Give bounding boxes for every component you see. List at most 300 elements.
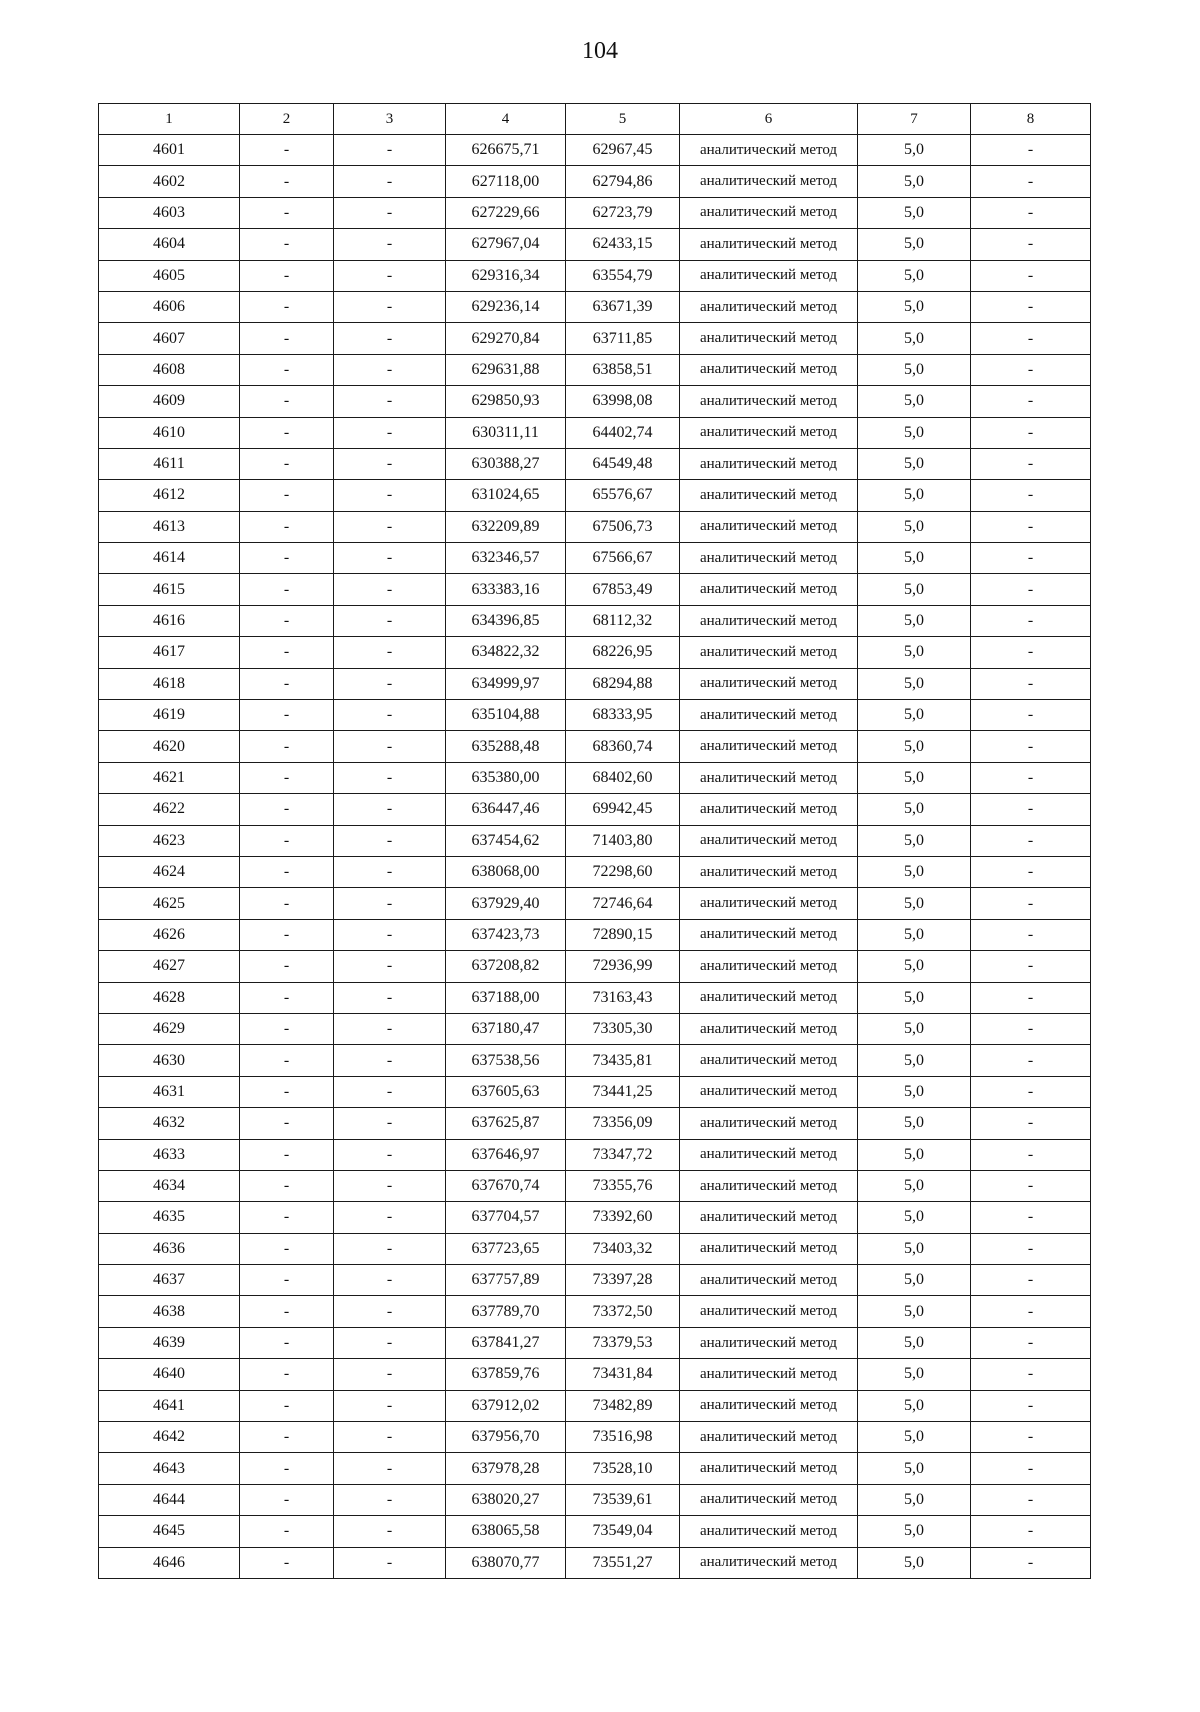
col-3-value-cell: - [334, 135, 446, 166]
method-cell: аналитический метод [680, 1453, 858, 1484]
col-2-value-cell: - [240, 1484, 334, 1515]
coord-x-cell: 637188,00 [446, 982, 566, 1013]
col-3-value-cell: - [334, 668, 446, 699]
col-2-value-cell: - [240, 731, 334, 762]
table-row [99, 919, 1091, 950]
coord-y-cell: 71403,80 [566, 825, 680, 856]
point-number-cell: 4603 [99, 197, 240, 228]
col-2-value-cell: - [240, 260, 334, 291]
col-2-value-cell: - [240, 1359, 334, 1390]
point-number-cell: 4607 [99, 323, 240, 354]
col-2-value-cell: - [240, 543, 334, 574]
point-number-cell: 4642 [99, 1422, 240, 1453]
point-number-cell: 4616 [99, 605, 240, 636]
col-2-value-cell: - [240, 448, 334, 479]
accuracy-cell: 5,0 [858, 919, 971, 950]
coord-y-cell: 73392,60 [566, 1202, 680, 1233]
accuracy-cell: 5,0 [858, 386, 971, 417]
col-3-value-cell: - [334, 1013, 446, 1044]
col-3-value-cell: - [334, 794, 446, 825]
coord-x-cell: 637454,62 [446, 825, 566, 856]
column-header-7: 7 [858, 104, 971, 135]
coord-y-cell: 63671,39 [566, 291, 680, 322]
coord-y-cell: 73528,10 [566, 1453, 680, 1484]
coord-y-cell: 63998,08 [566, 386, 680, 417]
col-3-value-cell: - [334, 825, 446, 856]
col-8-value-cell: - [971, 1265, 1091, 1296]
col-3-value-cell: - [334, 291, 446, 322]
method-cell: аналитический метод [680, 1359, 858, 1390]
method-cell: аналитический метод [680, 1202, 858, 1233]
method-cell: аналитический метод [680, 794, 858, 825]
table-row [99, 951, 1091, 982]
coord-y-cell: 63554,79 [566, 260, 680, 291]
col-2-value-cell: - [240, 951, 334, 982]
col-2-value-cell: - [240, 197, 334, 228]
col-8-value-cell: - [971, 480, 1091, 511]
coord-x-cell: 631024,65 [446, 480, 566, 511]
col-8-value-cell: - [971, 637, 1091, 668]
accuracy-cell: 5,0 [858, 323, 971, 354]
method-cell: аналитический метод [680, 982, 858, 1013]
coord-x-cell: 627229,66 [446, 197, 566, 228]
point-number-cell: 4621 [99, 762, 240, 793]
col-8-value-cell: - [971, 1422, 1091, 1453]
coord-x-cell: 637605,63 [446, 1076, 566, 1107]
method-cell: аналитический метод [680, 1045, 858, 1076]
coord-x-cell: 637956,70 [446, 1422, 566, 1453]
coord-x-cell: 638020,27 [446, 1484, 566, 1515]
coord-x-cell: 632346,57 [446, 543, 566, 574]
accuracy-cell: 5,0 [858, 448, 971, 479]
point-number-cell: 4646 [99, 1547, 240, 1578]
coord-y-cell: 68226,95 [566, 637, 680, 668]
point-number-cell: 4638 [99, 1296, 240, 1327]
method-cell: аналитический метод [680, 480, 858, 511]
point-number-cell: 4605 [99, 260, 240, 291]
col-3-value-cell: - [334, 1233, 446, 1264]
coord-x-cell: 634999,97 [446, 668, 566, 699]
col-8-value-cell: - [971, 700, 1091, 731]
method-cell: аналитический метод [680, 354, 858, 385]
col-8-value-cell: - [971, 1484, 1091, 1515]
accuracy-cell: 5,0 [858, 951, 971, 982]
col-8-value-cell: - [971, 762, 1091, 793]
coord-y-cell: 73539,61 [566, 1484, 680, 1515]
point-number-cell: 4614 [99, 543, 240, 574]
accuracy-cell: 5,0 [858, 1390, 971, 1421]
coord-y-cell: 65576,67 [566, 480, 680, 511]
coord-x-cell: 629316,34 [446, 260, 566, 291]
coord-y-cell: 63711,85 [566, 323, 680, 354]
table-row [99, 1108, 1091, 1139]
method-cell: аналитический метод [680, 1170, 858, 1201]
col-8-value-cell: - [971, 291, 1091, 322]
point-number-cell: 4606 [99, 291, 240, 322]
coord-x-cell: 635104,88 [446, 700, 566, 731]
col-3-value-cell: - [334, 637, 446, 668]
point-number-cell: 4613 [99, 511, 240, 542]
coord-y-cell: 73549,04 [566, 1516, 680, 1547]
coord-x-cell: 633383,16 [446, 574, 566, 605]
point-number-cell: 4628 [99, 982, 240, 1013]
col-3-value-cell: - [334, 1202, 446, 1233]
accuracy-cell: 5,0 [858, 1265, 971, 1296]
accuracy-cell: 5,0 [858, 888, 971, 919]
coord-x-cell: 629631,88 [446, 354, 566, 385]
col-2-value-cell: - [240, 1516, 334, 1547]
coord-y-cell: 73435,81 [566, 1045, 680, 1076]
coord-y-cell: 68360,74 [566, 731, 680, 762]
table-row [99, 1516, 1091, 1547]
coord-y-cell: 73305,30 [566, 1013, 680, 1044]
method-cell: аналитический метод [680, 888, 858, 919]
accuracy-cell: 5,0 [858, 700, 971, 731]
point-number-cell: 4609 [99, 386, 240, 417]
column-header-4: 4 [446, 104, 566, 135]
point-number-cell: 4612 [99, 480, 240, 511]
col-2-value-cell: - [240, 1108, 334, 1139]
table-row [99, 1202, 1091, 1233]
coord-x-cell: 635288,48 [446, 731, 566, 762]
point-number-cell: 4643 [99, 1453, 240, 1484]
method-cell: аналитический метод [680, 229, 858, 260]
point-number-cell: 4641 [99, 1390, 240, 1421]
col-8-value-cell: - [971, 794, 1091, 825]
coord-x-cell: 637423,73 [446, 919, 566, 950]
col-2-value-cell: - [240, 1170, 334, 1201]
col-3-value-cell: - [334, 417, 446, 448]
point-number-cell: 4615 [99, 574, 240, 605]
coord-x-cell: 627967,04 [446, 229, 566, 260]
table-row [99, 1233, 1091, 1264]
col-3-value-cell: - [334, 1139, 446, 1170]
point-number-cell: 4637 [99, 1265, 240, 1296]
col-8-value-cell: - [971, 1516, 1091, 1547]
accuracy-cell: 5,0 [858, 229, 971, 260]
coord-y-cell: 62967,45 [566, 135, 680, 166]
table-row [99, 1076, 1091, 1107]
method-cell: аналитический метод [680, 1139, 858, 1170]
col-3-value-cell: - [334, 731, 446, 762]
point-number-cell: 4608 [99, 354, 240, 385]
table-row [99, 1359, 1091, 1390]
table-row [99, 605, 1091, 636]
method-cell: аналитический метод [680, 919, 858, 950]
col-3-value-cell: - [334, 1547, 446, 1578]
table-row [99, 794, 1091, 825]
coord-y-cell: 67506,73 [566, 511, 680, 542]
col-8-value-cell: - [971, 543, 1091, 574]
coord-x-cell: 637208,82 [446, 951, 566, 982]
col-8-value-cell: - [971, 417, 1091, 448]
col-8-value-cell: - [971, 1327, 1091, 1358]
accuracy-cell: 5,0 [858, 605, 971, 636]
accuracy-cell: 5,0 [858, 982, 971, 1013]
coord-x-cell: 629236,14 [446, 291, 566, 322]
method-cell: аналитический метод [680, 762, 858, 793]
accuracy-cell: 5,0 [858, 731, 971, 762]
coord-x-cell: 638070,77 [446, 1547, 566, 1578]
method-cell: аналитический метод [680, 386, 858, 417]
point-number-cell: 4618 [99, 668, 240, 699]
coord-x-cell: 637704,57 [446, 1202, 566, 1233]
column-header-1: 1 [99, 104, 240, 135]
method-cell: аналитический метод [680, 668, 858, 699]
coord-x-cell: 637859,76 [446, 1359, 566, 1390]
table-row [99, 1013, 1091, 1044]
accuracy-cell: 5,0 [858, 354, 971, 385]
col-8-value-cell: - [971, 1170, 1091, 1201]
method-cell: аналитический метод [680, 543, 858, 574]
accuracy-cell: 5,0 [858, 1202, 971, 1233]
col-8-value-cell: - [971, 448, 1091, 479]
col-3-value-cell: - [334, 1484, 446, 1515]
table-row [99, 700, 1091, 731]
point-number-cell: 4611 [99, 448, 240, 479]
coord-x-cell: 637670,74 [446, 1170, 566, 1201]
table-row [99, 448, 1091, 479]
accuracy-cell: 5,0 [858, 637, 971, 668]
col-2-value-cell: - [240, 888, 334, 919]
col-2-value-cell: - [240, 700, 334, 731]
table-row [99, 260, 1091, 291]
method-cell: аналитический метод [680, 1233, 858, 1264]
col-2-value-cell: - [240, 794, 334, 825]
col-8-value-cell: - [971, 605, 1091, 636]
coord-y-cell: 62433,15 [566, 229, 680, 260]
coord-x-cell: 626675,71 [446, 135, 566, 166]
point-number-cell: 4620 [99, 731, 240, 762]
coord-y-cell: 73355,76 [566, 1170, 680, 1201]
col-3-value-cell: - [334, 700, 446, 731]
table-row [99, 668, 1091, 699]
coord-y-cell: 73482,89 [566, 1390, 680, 1421]
coord-x-cell: 637912,02 [446, 1390, 566, 1421]
coord-y-cell: 73372,50 [566, 1296, 680, 1327]
coord-x-cell: 627118,00 [446, 166, 566, 197]
method-cell: аналитический метод [680, 700, 858, 731]
accuracy-cell: 5,0 [858, 1233, 971, 1264]
col-8-value-cell: - [971, 1202, 1091, 1233]
col-2-value-cell: - [240, 919, 334, 950]
method-cell: аналитический метод [680, 135, 858, 166]
coord-y-cell: 73347,72 [566, 1139, 680, 1170]
col-8-value-cell: - [971, 1108, 1091, 1139]
col-8-value-cell: - [971, 919, 1091, 950]
col-2-value-cell: - [240, 480, 334, 511]
method-cell: аналитический метод [680, 1327, 858, 1358]
table-row [99, 1390, 1091, 1421]
table-row [99, 1484, 1091, 1515]
method-cell: аналитический метод [680, 291, 858, 322]
point-number-cell: 4633 [99, 1139, 240, 1170]
col-3-value-cell: - [334, 951, 446, 982]
method-cell: аналитический метод [680, 637, 858, 668]
col-3-value-cell: - [334, 229, 446, 260]
point-number-cell: 4623 [99, 825, 240, 856]
col-8-value-cell: - [971, 1453, 1091, 1484]
point-number-cell: 4625 [99, 888, 240, 919]
point-number-cell: 4634 [99, 1170, 240, 1201]
method-cell: аналитический метод [680, 605, 858, 636]
method-cell: аналитический метод [680, 323, 858, 354]
coord-x-cell: 637180,47 [446, 1013, 566, 1044]
table-row [99, 731, 1091, 762]
col-3-value-cell: - [334, 605, 446, 636]
col-3-value-cell: - [334, 197, 446, 228]
table-row [99, 1139, 1091, 1170]
col-2-value-cell: - [240, 1233, 334, 1264]
table-row [99, 417, 1091, 448]
table-body [99, 135, 1091, 1579]
coord-x-cell: 637841,27 [446, 1327, 566, 1358]
col-3-value-cell: - [334, 543, 446, 574]
table-row [99, 1170, 1091, 1201]
col-2-value-cell: - [240, 135, 334, 166]
table-row [99, 1296, 1091, 1327]
point-number-cell: 4629 [99, 1013, 240, 1044]
col-8-value-cell: - [971, 1013, 1091, 1044]
accuracy-cell: 5,0 [858, 260, 971, 291]
col-3-value-cell: - [334, 166, 446, 197]
table-row [99, 1045, 1091, 1076]
method-cell: аналитический метод [680, 825, 858, 856]
method-cell: аналитический метод [680, 1390, 858, 1421]
accuracy-cell: 5,0 [858, 511, 971, 542]
col-8-value-cell: - [971, 951, 1091, 982]
table-row [99, 825, 1091, 856]
method-cell: аналитический метод [680, 1422, 858, 1453]
coord-y-cell: 73441,25 [566, 1076, 680, 1107]
table-row [99, 637, 1091, 668]
accuracy-cell: 5,0 [858, 1327, 971, 1358]
coord-x-cell: 632209,89 [446, 511, 566, 542]
col-2-value-cell: - [240, 1296, 334, 1327]
coord-y-cell: 72746,64 [566, 888, 680, 919]
col-8-value-cell: - [971, 166, 1091, 197]
col-8-value-cell: - [971, 1045, 1091, 1076]
method-cell: аналитический метод [680, 1547, 858, 1578]
col-3-value-cell: - [334, 354, 446, 385]
column-header-2: 2 [240, 104, 334, 135]
accuracy-cell: 5,0 [858, 543, 971, 574]
coord-x-cell: 637978,28 [446, 1453, 566, 1484]
col-3-value-cell: - [334, 448, 446, 479]
coord-y-cell: 73163,43 [566, 982, 680, 1013]
col-2-value-cell: - [240, 511, 334, 542]
point-number-cell: 4610 [99, 417, 240, 448]
coord-y-cell: 73431,84 [566, 1359, 680, 1390]
col-2-value-cell: - [240, 1265, 334, 1296]
coord-y-cell: 72890,15 [566, 919, 680, 950]
point-number-cell: 4622 [99, 794, 240, 825]
coord-y-cell: 68333,95 [566, 700, 680, 731]
col-8-value-cell: - [971, 1076, 1091, 1107]
point-number-cell: 4630 [99, 1045, 240, 1076]
method-cell: аналитический метод [680, 1296, 858, 1327]
header-row [99, 104, 1091, 135]
col-3-value-cell: - [334, 1359, 446, 1390]
accuracy-cell: 5,0 [858, 480, 971, 511]
method-cell: аналитический метод [680, 448, 858, 479]
table-row [99, 1422, 1091, 1453]
col-2-value-cell: - [240, 982, 334, 1013]
col-2-value-cell: - [240, 291, 334, 322]
accuracy-cell: 5,0 [858, 197, 971, 228]
accuracy-cell: 5,0 [858, 1453, 971, 1484]
accuracy-cell: 5,0 [858, 1296, 971, 1327]
col-8-value-cell: - [971, 229, 1091, 260]
col-2-value-cell: - [240, 1422, 334, 1453]
col-2-value-cell: - [240, 1202, 334, 1233]
col-2-value-cell: - [240, 417, 334, 448]
table-row [99, 762, 1091, 793]
col-3-value-cell: - [334, 480, 446, 511]
coord-x-cell: 637538,56 [446, 1045, 566, 1076]
point-number-cell: 4631 [99, 1076, 240, 1107]
accuracy-cell: 5,0 [858, 135, 971, 166]
method-cell: аналитический метод [680, 1516, 858, 1547]
col-2-value-cell: - [240, 605, 334, 636]
col-2-value-cell: - [240, 1139, 334, 1170]
coord-y-cell: 73397,28 [566, 1265, 680, 1296]
col-3-value-cell: - [334, 1390, 446, 1421]
accuracy-cell: 5,0 [858, 762, 971, 793]
coord-x-cell: 630388,27 [446, 448, 566, 479]
table-row [99, 354, 1091, 385]
col-2-value-cell: - [240, 1076, 334, 1107]
method-cell: аналитический метод [680, 511, 858, 542]
table-row [99, 1453, 1091, 1484]
col-2-value-cell: - [240, 354, 334, 385]
col-3-value-cell: - [334, 1296, 446, 1327]
col-3-value-cell: - [334, 1045, 446, 1076]
coord-y-cell: 62794,86 [566, 166, 680, 197]
method-cell: аналитический метод [680, 731, 858, 762]
coord-y-cell: 62723,79 [566, 197, 680, 228]
accuracy-cell: 5,0 [858, 1045, 971, 1076]
col-2-value-cell: - [240, 574, 334, 605]
coord-y-cell: 73551,27 [566, 1547, 680, 1578]
point-number-cell: 4640 [99, 1359, 240, 1390]
coord-x-cell: 634822,32 [446, 637, 566, 668]
method-cell: аналитический метод [680, 1013, 858, 1044]
col-2-value-cell: - [240, 856, 334, 887]
table-row [99, 574, 1091, 605]
col-8-value-cell: - [971, 825, 1091, 856]
column-header-6: 6 [680, 104, 858, 135]
coord-y-cell: 73516,98 [566, 1422, 680, 1453]
point-number-cell: 4644 [99, 1484, 240, 1515]
table-row [99, 888, 1091, 919]
coord-x-cell: 629850,93 [446, 386, 566, 417]
col-2-value-cell: - [240, 166, 334, 197]
col-3-value-cell: - [334, 1076, 446, 1107]
coord-x-cell: 637646,97 [446, 1139, 566, 1170]
col-8-value-cell: - [971, 354, 1091, 385]
col-8-value-cell: - [971, 856, 1091, 887]
col-2-value-cell: - [240, 825, 334, 856]
col-3-value-cell: - [334, 856, 446, 887]
coord-y-cell: 73356,09 [566, 1108, 680, 1139]
table-row [99, 1265, 1091, 1296]
accuracy-cell: 5,0 [858, 794, 971, 825]
point-number-cell: 4601 [99, 135, 240, 166]
col-2-value-cell: - [240, 229, 334, 260]
col-3-value-cell: - [334, 511, 446, 542]
col-3-value-cell: - [334, 1516, 446, 1547]
